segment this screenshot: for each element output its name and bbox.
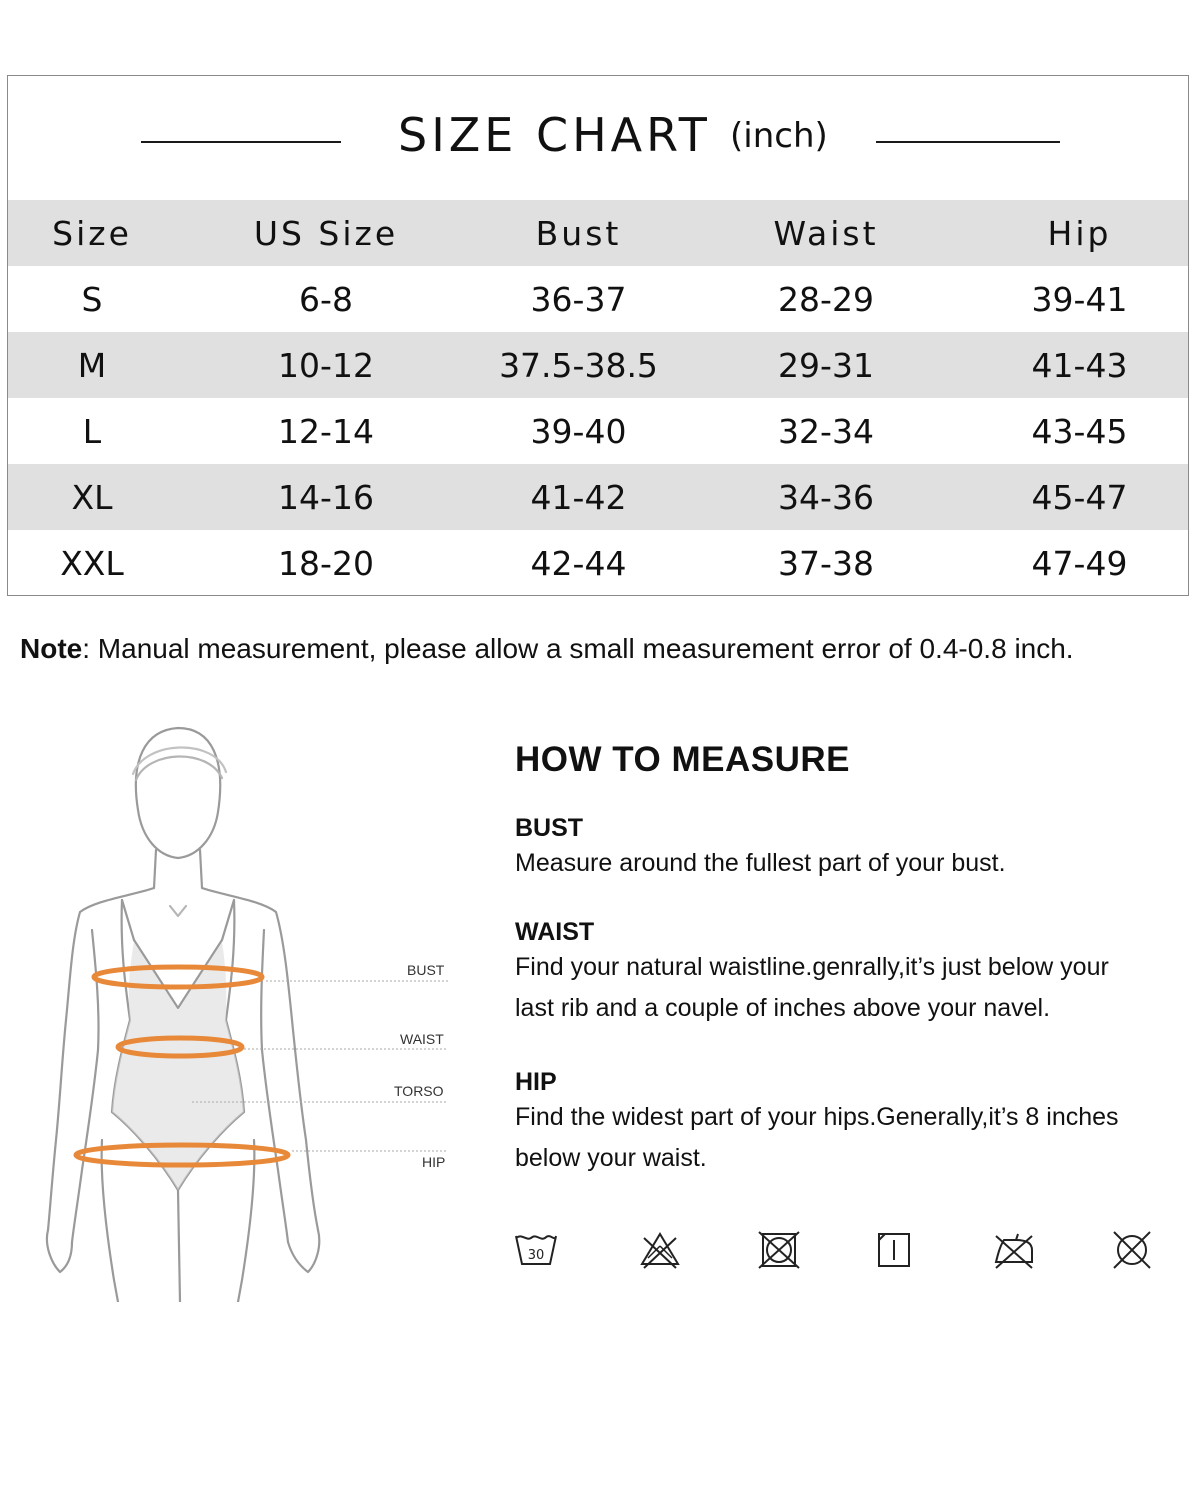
- cell-hip: 47-49: [1031, 543, 1128, 583]
- waist-heading: WAIST: [515, 918, 595, 946]
- title-divider-right: [876, 141, 1060, 143]
- bust-label: BUST: [407, 962, 445, 978]
- cell-us-size: 18-20: [278, 543, 374, 583]
- cell-bust: 39-40: [530, 411, 627, 451]
- header-waist: Waist: [681, 200, 971, 266]
- cell-size: S: [81, 279, 103, 319]
- size-table-header: [8, 200, 1188, 266]
- bust-text: Measure around the fullest part of your bust.: [515, 849, 1006, 877]
- hip-text-line2: below your waist.: [515, 1144, 707, 1172]
- cell-hip: 39-41: [1031, 279, 1128, 319]
- note-text: : Manual measurement, please allow a small measurement error of 0.4-0.8 inch.: [82, 633, 1074, 664]
- no-tumble-dry-icon: [755, 1228, 803, 1272]
- cell-bust: 37.5-38.5: [476, 332, 681, 398]
- cell-us-size: 6-8: [299, 279, 353, 319]
- bust-heading: BUST: [515, 814, 584, 842]
- note-label: Note: [20, 633, 83, 664]
- swimsuit-shape: [112, 942, 244, 1190]
- header-hip: Hip: [971, 200, 1188, 266]
- hip-instructions: [515, 1068, 1185, 1179]
- cell-bust: 36-37: [530, 279, 627, 319]
- header-bust: Bust: [476, 200, 681, 266]
- hip-label: HIP: [422, 1154, 446, 1170]
- no-iron-icon: [990, 1228, 1038, 1272]
- table-row: [8, 530, 1188, 596]
- table-row: [8, 266, 1188, 332]
- waist-text-line1: Find your natural waistline.genrally,it’s just below your: [515, 953, 1109, 981]
- how-to-measure-section: [515, 740, 1185, 1172]
- cell-size: XL: [8, 464, 176, 530]
- cell-waist: 29-31: [681, 332, 971, 398]
- torso-label: TORSO: [394, 1083, 444, 1099]
- size-chart-title: SIZE CHART: [398, 108, 711, 162]
- hip-heading: HIP: [515, 1068, 557, 1096]
- size-chart: [7, 75, 1189, 596]
- cell-waist: 28-29: [778, 279, 874, 319]
- wash-temperature-text: 30: [527, 1248, 545, 1263]
- title-divider-left: [141, 141, 341, 143]
- header-us-size: US Size: [176, 200, 476, 266]
- line-dry-icon: [870, 1228, 918, 1272]
- table-row: [8, 398, 1188, 464]
- cell-hip: 43-45: [1031, 411, 1128, 451]
- cell-us-size: 10-12: [176, 332, 476, 398]
- cell-us-size: 12-14: [278, 411, 374, 451]
- size-chart-title-row: [8, 76, 1188, 200]
- hip-text-line1: Find the widest part of your hips.Generally,it’s 8 inches: [515, 1103, 1119, 1131]
- cell-size: L: [82, 411, 102, 451]
- table-row: [8, 464, 1188, 530]
- body-outline-illustration: [30, 720, 460, 1302]
- how-to-measure-title: HOW TO MEASURE: [515, 740, 850, 779]
- cell-bust: 41-42: [476, 464, 681, 530]
- header-size: Size: [8, 200, 176, 266]
- size-table: [8, 200, 1188, 596]
- bust-instructions: [515, 814, 1185, 884]
- size-chart-unit: (inch): [730, 116, 828, 156]
- waist-label: WAIST: [400, 1031, 444, 1047]
- no-bleach-icon: [636, 1228, 684, 1272]
- cell-size: M: [8, 332, 176, 398]
- cell-size: XXL: [60, 543, 124, 583]
- cell-waist: 37-38: [778, 543, 874, 583]
- cell-hip: 41-43: [971, 332, 1188, 398]
- no-dry-clean-icon: [1108, 1228, 1156, 1272]
- cell-hip: 45-47: [971, 464, 1188, 530]
- waist-text-line2: last rib and a couple of inches above your navel.: [515, 994, 1051, 1022]
- table-row: [8, 332, 1188, 398]
- body-measurement-figure: [30, 720, 460, 1302]
- cell-waist: 34-36: [681, 464, 971, 530]
- cell-us-size: 14-16: [176, 464, 476, 530]
- wash-30-icon: [512, 1228, 560, 1272]
- waist-instructions: [515, 918, 1185, 1029]
- measurement-note: [20, 633, 1074, 665]
- cell-bust: 42-44: [530, 543, 627, 583]
- bust-measure-band: [94, 967, 262, 987]
- cell-waist: 32-34: [778, 411, 874, 451]
